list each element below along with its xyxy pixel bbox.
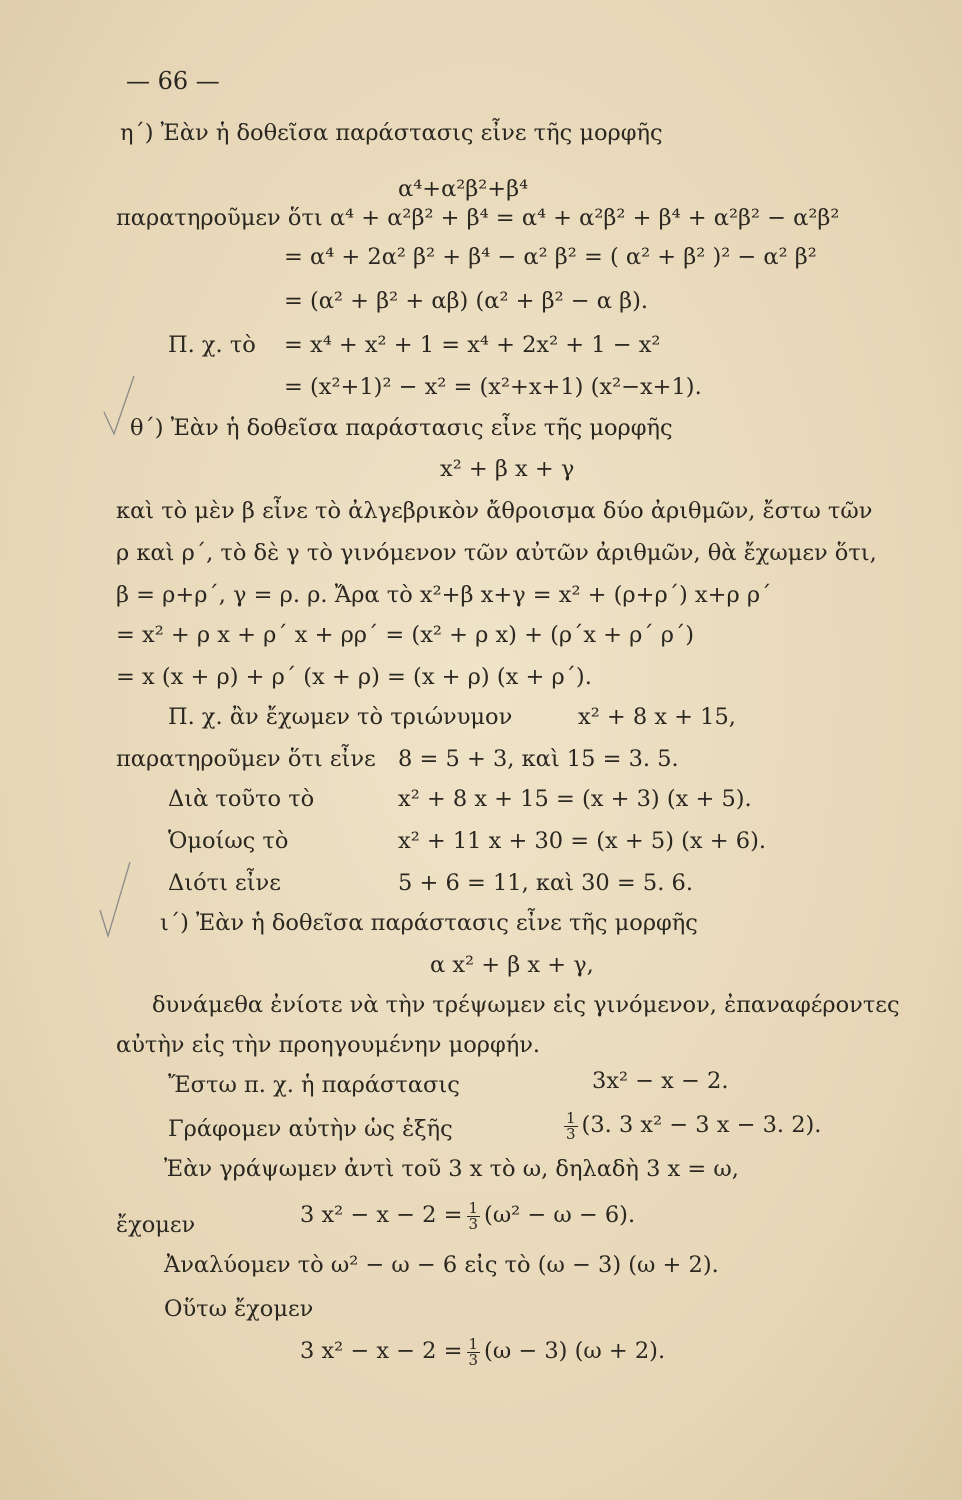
formula-line: 5 + 6 = 11, καὶ 30 = 5. 6. [398,870,693,896]
formula-line: x² + 11 x + 30 = (x + 5) (x + 6). [398,828,767,854]
fraction-one-third: $\frac{1}{3}$ [468,1334,479,1369]
text-line: η΄) Ἐὰν ἡ δοθεῖσα παράστασις εἶνε τῆς μορφῆς [120,120,663,146]
text-line: ἔχομεν [116,1212,196,1238]
fraction-one-third: $\frac{1}{3}$ [468,1198,479,1233]
text-line: αὐτὴν εἰς τὴν προηγουμένην μορφήν. [116,1032,541,1058]
formula-line: β = ρ+ρ΄, γ = ρ. ρ. Ἄρα τὸ x²+β x+γ = x² + (ρ+ρ΄) x+ρ ρ΄ [116,582,772,608]
formula-line [300,1200,635,1232]
formula-line: = (x²+1)² − x² = (x²+x+1) (x²−x+1). [284,374,702,400]
fraction-one-third: $\frac{1}{3}$ [566,1108,576,1143]
formula-line: = x² + ρ x + ρ΄ x + ρρ΄ = (x² + ρ x) + (ρ΄x + ρ΄ ρ΄) [116,622,695,648]
formula-text: (ω − 3) (ω + 2). [484,1338,666,1364]
text-line: παρατηροῦμεν ὅτι εἶνε [116,746,376,772]
text-line: Π. χ. ἂν ἔχωμεν τὸ τριώνυμον [168,704,513,730]
formula-text: 3 x² − x − 2 = [300,1202,463,1228]
text-line: δυνάμεθα ἐνίοτε νὰ τὴν τρέψωμεν εἰς γινόμενον, ἐπαναφέροντες [152,992,900,1018]
text-line: Π. χ. τὸ [168,332,256,358]
text-line: Ὁμοίως τὸ [168,828,289,854]
text-line: Οὕτω ἔχομεν [164,1296,314,1322]
formula-line: = x (x + ρ) + ρ΄ (x + ρ) = (x + ρ) (x + ρ΄). [116,664,592,690]
text-line: παρατηροῦμεν ὅτι α⁴ + α²β² + β⁴ = α⁴ + α²β² + β⁴ + α²β² − α²β² [116,205,840,231]
formula-line: x² + β x + γ [440,456,575,482]
text-line: θ΄) Ἐὰν ἡ δοθεῖσα παράστασις εἶνε τῆς μορφῆς [130,415,673,441]
text-line: Ἀναλύομεν τὸ ω² − ω − 6 εἰς τὸ (ω − 3) (ω + 2). [164,1252,719,1278]
formula-text: 3 x² − x − 2 = [300,1338,463,1364]
formula-line: 8 = 5 + 3, καὶ 15 = 3. 5. [398,746,679,772]
text-line: Διότι εἶνε [168,870,281,896]
formula-line: α x² + β x + γ, [430,952,594,978]
formula-line: 3x² − x − 2. [592,1068,729,1094]
page-number: — 66 — [126,67,220,95]
formula-line: = (α² + β² + αβ) (α² + β² − α β). [284,288,649,314]
text-line: ι΄) Ἐὰν ἡ δοθεῖσα παράστασις εἶνε τῆς μορφῆς [160,910,698,936]
text-line: Γράφομεν αὐτὴν ὡς ἑξῆς [168,1116,453,1142]
text-line: ρ καὶ ρ΄, τὸ δὲ γ τὸ γινόμενον τῶν αὐτῶν ἀριθμῶν, θὰ ἔχωμεν ὅτι, [116,540,877,566]
formula-line [560,1110,821,1142]
text-line: καὶ τὸ μὲν β εἶνε τὸ ἀλγεβρικὸν ἄθροισμα δύο ἀριθμῶν, ἔστω τῶν [116,498,873,524]
formula-line: = x⁴ + x² + 1 = x⁴ + 2x² + 1 − x² [284,332,661,358]
pencil-check-mark [96,856,136,946]
text-line: Ἔστω π. χ. ἡ παράστασις [168,1072,460,1098]
text-line: Διὰ τοῦτο τὸ [168,786,315,812]
text-line: Ἐὰν γράψωμεν ἀντὶ τοῦ 3 x τὸ ω, δηλαδὴ 3 x = ω, [164,1156,739,1182]
formula-line: x² + 8 x + 15, [578,704,736,730]
formula-line: α⁴+α²β²+β⁴ [398,176,529,202]
formula-line [300,1336,665,1368]
formula-text: (3. 3 x² − 3 x − 3. 2). [581,1112,822,1138]
formula-line: x² + 8 x + 15 = (x + 3) (x + 5). [398,786,752,812]
pencil-check-mark [100,372,140,442]
formula-text: (ω² − ω − 6). [484,1202,636,1228]
formula-line: = α⁴ + 2α² β² + β⁴ − α² β² = ( α² + β² )² − α² β² [284,244,817,270]
